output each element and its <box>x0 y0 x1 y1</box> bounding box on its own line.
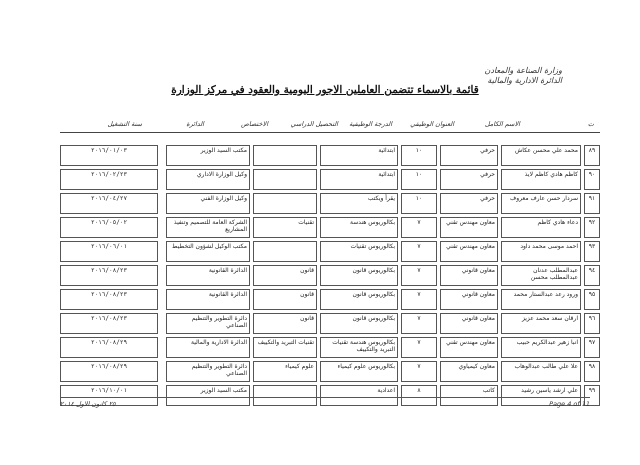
row-seq: ٩٨ <box>584 361 600 382</box>
table-row <box>60 217 600 238</box>
row-specialty <box>253 193 317 214</box>
cell-gap <box>398 241 401 262</box>
cell-gap <box>398 337 401 358</box>
print-date: ٢٥ كانون الاول ٢٠١٤ <box>60 400 116 408</box>
table-row <box>60 361 600 382</box>
row-education: بكالوريوس هندسة تقنيات التبريد والتكييف <box>320 337 398 358</box>
row-hire-date: ٢٠١٦/٠٤/٢٧ <box>60 193 158 214</box>
row-specialty: قانون <box>253 289 317 310</box>
row-hire-date: ٢٠١٦/٠٥/٠٢ <box>60 217 158 238</box>
cell-gap <box>498 145 501 166</box>
cell-gap <box>581 289 584 310</box>
cell-gap <box>581 313 584 334</box>
row-seq: ٩٧ <box>584 337 600 358</box>
cell-gap <box>498 265 501 286</box>
row-hire-date: ٢٠١٦/٠٨/٢٣ <box>60 265 158 286</box>
cell-gap <box>317 361 320 382</box>
row-specialty: علوم كيمياء <box>253 361 317 382</box>
row-education: بكالوريوس هندسة <box>320 217 398 238</box>
cell-gap <box>437 241 440 262</box>
row-job-title: كاتب <box>440 385 498 406</box>
cell-gap <box>250 337 253 358</box>
document-title: قائمة بالاسماء تتضمن العاملين الاجور اليومية والعقود في مركز الوزارة <box>171 84 479 96</box>
row-seq: ٩٦ <box>584 313 600 334</box>
cell-gap <box>250 145 253 166</box>
cell-gap <box>398 169 401 190</box>
cell-gap <box>317 145 320 166</box>
row-specialty <box>253 145 317 166</box>
cell-gap <box>250 265 253 286</box>
row-department: الدائرة الادارية والمالية <box>166 337 250 358</box>
row-seq: ٩٩ <box>584 385 600 406</box>
cell-gap <box>250 313 253 334</box>
cell-gap <box>437 217 440 238</box>
row-name: كاظم هادي كاظم لايذ <box>501 169 581 190</box>
table-row <box>60 193 600 214</box>
row-job-title: حرفي <box>440 169 498 190</box>
employees-table <box>60 142 600 409</box>
row-grade: ٨ <box>401 385 437 406</box>
row-name: علي ارشد ياسين رشيد <box>501 385 581 406</box>
cell-gap <box>581 169 584 190</box>
row-department: مكتب الوكيل لشؤون التخطيط <box>166 241 250 262</box>
row-specialty: قانون <box>253 265 317 286</box>
cell-gap <box>581 337 584 358</box>
row-job-title: معاون مهندس تقني <box>440 217 498 238</box>
row-department: مكتب السيد الوزير <box>166 145 250 166</box>
row-job-title: معاون مهندس تقني <box>440 337 498 358</box>
row-education: بكالوريوس قانون <box>320 289 398 310</box>
cell-gap <box>398 145 401 166</box>
header-department: الدائرة <box>186 120 204 128</box>
cell-gap <box>250 217 253 238</box>
row-education: ابتدائية <box>320 145 398 166</box>
cell-gap <box>498 193 501 214</box>
table-body <box>60 145 600 406</box>
row-hire-date: ٢٠١٦/٠٨/٢٣ <box>60 289 158 310</box>
row-name: ورود رعد عبدالستار محمد <box>501 289 581 310</box>
table-row <box>60 169 600 190</box>
cell-gap <box>158 193 166 214</box>
row-name: احمد موسى محمد داود <box>501 241 581 262</box>
row-education: بكالوريوس علوم كيمياء <box>320 361 398 382</box>
row-job-title: حرفي <box>440 193 498 214</box>
cell-gap <box>581 145 584 166</box>
cell-gap <box>398 217 401 238</box>
cell-gap <box>250 241 253 262</box>
cell-gap <box>581 241 584 262</box>
cell-gap <box>437 193 440 214</box>
row-hire-date: ٢٠١٦/٠٦/٠١ <box>60 241 158 262</box>
cell-gap <box>158 145 166 166</box>
cell-gap <box>250 361 253 382</box>
row-education: بكالوريوس تقنيات <box>320 241 398 262</box>
cell-gap <box>158 241 166 262</box>
cell-gap <box>581 361 584 382</box>
row-job-title: معاون قانوني <box>440 313 498 334</box>
row-education: ابتدائية <box>320 169 398 190</box>
cell-gap <box>158 217 166 238</box>
page-footer <box>60 397 590 409</box>
cell-gap <box>437 313 440 334</box>
cell-gap <box>437 169 440 190</box>
ministry-name: وزارة الصناعة والمعادن <box>484 66 562 75</box>
cell-gap <box>158 337 166 358</box>
header-seq: ت <box>587 120 594 128</box>
header-hire-year: سنة التشغيل <box>107 120 142 128</box>
row-job-title: معاون مهندس تقني <box>440 241 498 262</box>
row-grade: ٧ <box>401 265 437 286</box>
cell-gap <box>581 193 584 214</box>
row-department: مكتب السيد الوزير <box>166 385 250 406</box>
row-education: اعدادية <box>320 385 398 406</box>
row-seq: ٩٢ <box>584 217 600 238</box>
row-grade: ٧ <box>401 361 437 382</box>
cell-gap <box>581 265 584 286</box>
row-name: سردار حسن عارف معروف <box>501 193 581 214</box>
row-name: انبا زهير عبدالكريم حبيب <box>501 337 581 358</box>
row-grade: ٧ <box>401 241 437 262</box>
header-education: التحصيل الدراسي <box>290 120 338 128</box>
row-seq: ٩١ <box>584 193 600 214</box>
table-row <box>60 265 600 286</box>
row-name: علا علي طالب عبدالوهاب <box>501 361 581 382</box>
row-hire-date: ٢٠١٦/٠٢/٢٣ <box>60 169 158 190</box>
row-department: الدائرة القانونية <box>166 289 250 310</box>
cell-gap <box>437 289 440 310</box>
row-specialty <box>253 169 317 190</box>
cell-gap <box>398 313 401 334</box>
row-grade: ٧ <box>401 313 437 334</box>
cell-gap <box>250 289 253 310</box>
row-seq: ٩٤ <box>584 265 600 286</box>
row-seq: ٩٠ <box>584 169 600 190</box>
cell-gap <box>398 193 401 214</box>
directorate-name: الدائرة الادارية والمالية <box>487 76 562 85</box>
header-underline <box>60 132 600 133</box>
row-specialty: قانون <box>253 313 317 334</box>
table-row <box>60 313 600 334</box>
row-hire-date: ٢٠١٦/١٠/٠١ <box>60 385 158 406</box>
row-education: يقرأ ويكتب <box>320 193 398 214</box>
header-name: الاسم الكامل <box>484 120 520 128</box>
row-job-title: معاون كيمياوي <box>440 361 498 382</box>
footer-line <box>60 397 590 398</box>
ministry-header <box>485 66 562 86</box>
row-grade: ٧ <box>401 289 437 310</box>
row-hire-date: ٢٠١٦/٠٨/٢٩ <box>60 361 158 382</box>
cell-gap <box>437 337 440 358</box>
table-row <box>60 337 600 358</box>
cell-gap <box>317 241 320 262</box>
row-seq: ٩٣ <box>584 241 600 262</box>
cell-gap <box>317 265 320 286</box>
row-department: الشركة العامة للتصميم وتنفيذ المشاريع <box>166 217 250 238</box>
row-education: بكالوريوس قانون <box>320 265 398 286</box>
row-grade: ١٠ <box>401 169 437 190</box>
row-job-title: معاون قانوني <box>440 265 498 286</box>
header-job-title: العنوان الوظيفي <box>410 120 454 128</box>
row-specialty: تقنيات التبريد والتكييف <box>253 337 317 358</box>
row-grade: ٧ <box>401 217 437 238</box>
cell-gap <box>437 265 440 286</box>
cell-gap <box>317 313 320 334</box>
cell-gap <box>250 193 253 214</box>
cell-gap <box>158 289 166 310</box>
table-row <box>60 241 600 262</box>
row-seq: ٨٩ <box>584 145 600 166</box>
cell-gap <box>498 337 501 358</box>
cell-gap <box>317 289 320 310</box>
row-grade: ٧ <box>401 337 437 358</box>
cell-gap <box>437 145 440 166</box>
row-department: وكيل الوزارة الفني <box>166 193 250 214</box>
row-department: وكيل الوزارة الاداري <box>166 169 250 190</box>
cell-gap <box>581 217 584 238</box>
row-hire-date: ٢٠١٦/٠٨/٢٣ <box>60 313 158 334</box>
cell-gap <box>498 313 501 334</box>
cell-gap <box>250 169 253 190</box>
cell-gap <box>437 361 440 382</box>
cell-gap <box>398 265 401 286</box>
cell-gap <box>158 265 166 286</box>
cell-gap <box>317 169 320 190</box>
cell-gap <box>317 217 320 238</box>
page-number: Page 4 of 11 <box>549 400 590 408</box>
header-specialty: الاختصاص <box>241 120 268 128</box>
row-job-title: حرفي <box>440 145 498 166</box>
row-education: بكالوريوس قانون <box>320 313 398 334</box>
row-name: دعاء هادي كاظم <box>501 217 581 238</box>
cell-gap <box>398 289 401 310</box>
row-seq: ٩٥ <box>584 289 600 310</box>
row-name: عبدالمطلب عدنان عبدالمطلب محسن <box>501 265 581 286</box>
row-department: دائرة التطوير والتنظيم الصناعي <box>166 361 250 382</box>
row-department: دائرة التطوير والتنظيم الصناعي <box>166 313 250 334</box>
table-row <box>60 145 600 166</box>
cell-gap <box>498 217 501 238</box>
cell-gap <box>317 193 320 214</box>
cell-gap <box>158 313 166 334</box>
cell-gap <box>498 241 501 262</box>
row-department: الدائرة القانونية <box>166 265 250 286</box>
row-hire-date: ٢٠١٦/٠١/٠٣ <box>60 145 158 166</box>
cell-gap <box>398 361 401 382</box>
row-job-title: معاون قانوني <box>440 289 498 310</box>
row-name: ارقان سعد محمد عزيز <box>501 313 581 334</box>
cell-gap <box>498 289 501 310</box>
cell-gap <box>498 169 501 190</box>
row-specialty: تقنيات <box>253 217 317 238</box>
cell-gap <box>158 169 166 190</box>
header-grade: الدرجة الوظيفية <box>349 120 392 128</box>
cell-gap <box>498 361 501 382</box>
cell-gap <box>158 361 166 382</box>
row-grade: ١٠ <box>401 145 437 166</box>
row-grade: ١٠ <box>401 193 437 214</box>
row-hire-date: ٢٠١٦/٠٨/٢٩ <box>60 337 158 358</box>
row-name: محمد علي محسن عكاش <box>501 145 581 166</box>
row-specialty <box>253 241 317 262</box>
table-row <box>60 289 600 310</box>
cell-gap <box>317 337 320 358</box>
